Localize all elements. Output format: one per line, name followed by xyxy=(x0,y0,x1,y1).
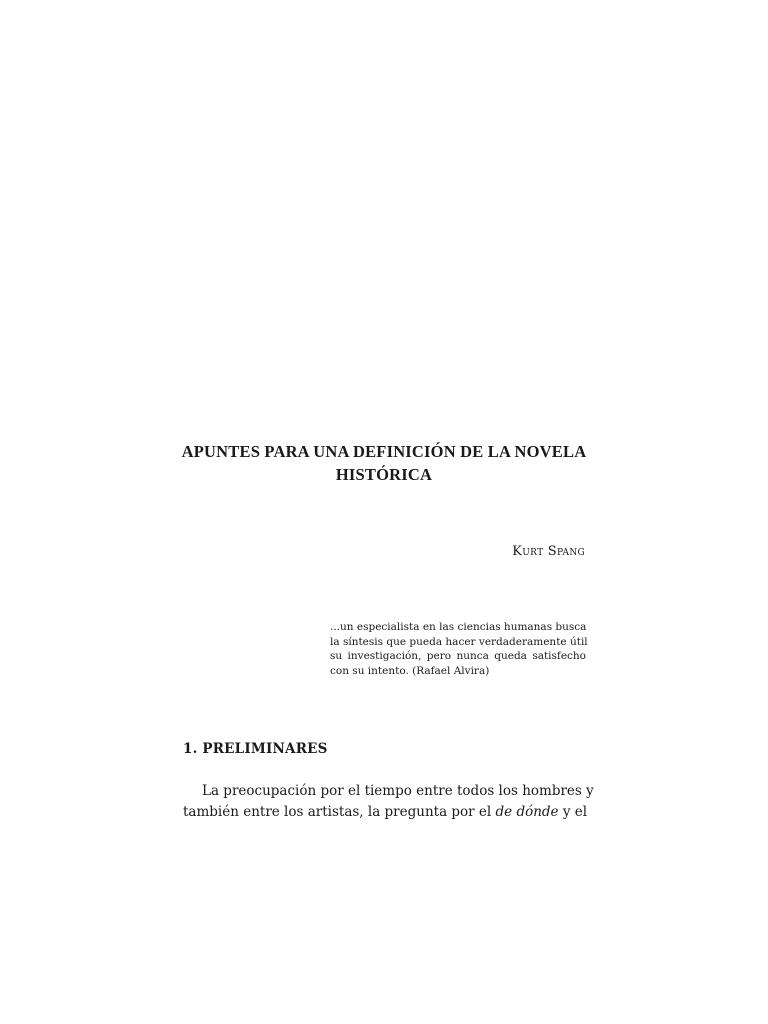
document-title xyxy=(150,440,618,486)
paragraph-line xyxy=(183,802,588,823)
paragraph-line: La preocupación por el tiempo entre todos los hombres y xyxy=(202,783,594,799)
section-heading: 1. PRELIMINARES xyxy=(183,741,328,757)
paragraph-italic-text: de dónde xyxy=(495,804,559,820)
epigraph-line: ...un especialista en las ciencias humanas busca xyxy=(330,621,587,633)
body-paragraph xyxy=(183,781,594,823)
epigraph xyxy=(330,620,586,678)
paragraph-text: y el xyxy=(558,804,588,820)
epigraph-line: su investigación, pero nunca queda satisfecho xyxy=(330,650,586,662)
epigraph-line: con su intento. (Rafael Alvira) xyxy=(330,664,490,677)
title-line-1: APUNTES PARA UNA DEFINICIÓN DE LA NOVELA xyxy=(181,442,587,461)
epigraph-line: la síntesis que pueda hacer verdaderamente útil xyxy=(330,635,588,648)
title-line-2: HISTÓRICA xyxy=(335,465,433,484)
paragraph-text: también entre los artistas, la pregunta por el xyxy=(183,804,496,820)
author-name: Kurt Spang xyxy=(512,544,585,559)
